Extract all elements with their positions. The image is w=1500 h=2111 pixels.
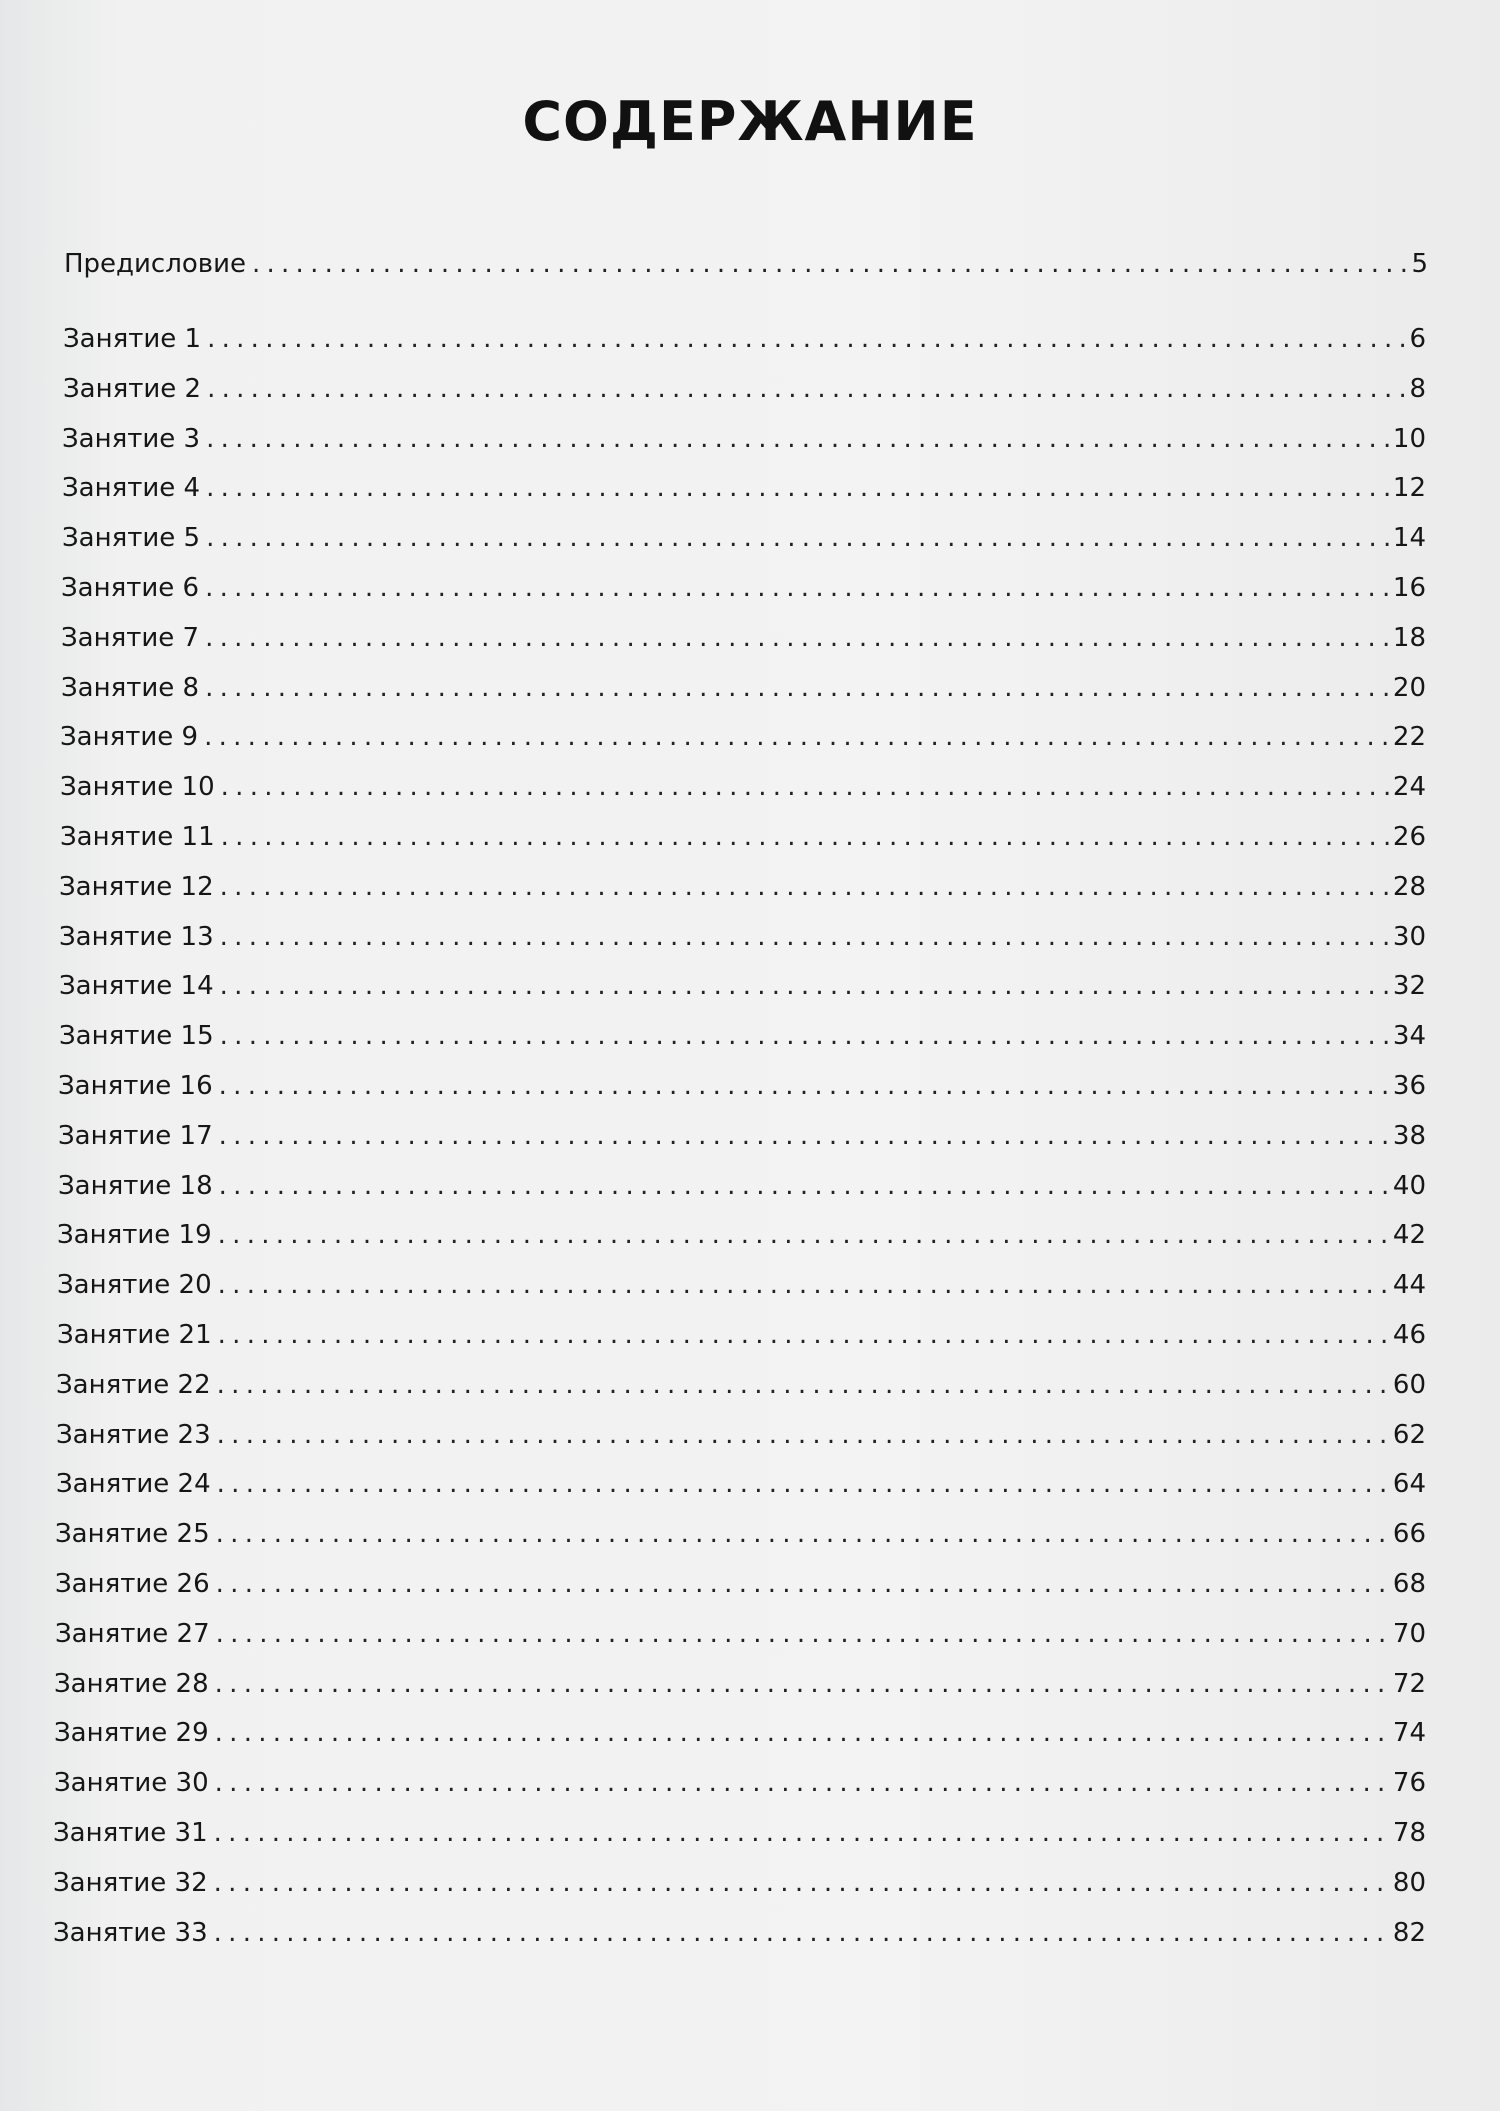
toc-entry [55, 1566, 1426, 1602]
toc-leader-dots [216, 1566, 1391, 1602]
toc-entry [55, 1616, 1426, 1652]
toc-leader-dots [206, 470, 1391, 506]
toc-entry-label: Занятие 12 [59, 872, 214, 902]
toc-leader-dots [219, 1068, 1391, 1104]
toc-entry-label: Занятие 29 [54, 1718, 209, 1748]
toc-entry-label: Занятие 32 [53, 1868, 208, 1898]
toc-leader-dots [220, 968, 1391, 1004]
toc-entry-page-number: 80 [1392, 1868, 1426, 1898]
toc-entry [60, 719, 1426, 755]
toc-entry-label: Занятие 14 [59, 971, 214, 1001]
toc-entry-page-number: 36 [1392, 1071, 1426, 1101]
toc-entry [59, 1018, 1426, 1054]
toc-entry-page-number: 32 [1392, 971, 1426, 1001]
toc-entry-label: Занятие 24 [56, 1469, 211, 1499]
toc-entry-label: Занятие 1 [63, 324, 202, 354]
toc-entry-page-number: 38 [1392, 1121, 1426, 1151]
toc-entry [54, 1666, 1426, 1702]
toc-leader-dots [221, 769, 1391, 805]
toc-entry [57, 1217, 1426, 1253]
toc-entry [64, 246, 1428, 282]
toc-leader-dots [215, 1765, 1391, 1801]
toc-entry-label: Занятие 31 [53, 1818, 208, 1848]
toc-entry [61, 570, 1426, 606]
toc-leader-dots [204, 719, 1391, 755]
toc-entry [54, 1765, 1426, 1801]
toc-entry-page-number: 46 [1392, 1320, 1426, 1350]
toc-entry-page-number: 78 [1392, 1818, 1426, 1848]
toc-entry [58, 1068, 1426, 1104]
toc-leader-dots [205, 670, 1391, 706]
toc-leader-dots [206, 520, 1391, 556]
toc-leader-dots [217, 1466, 1391, 1502]
toc-leader-dots [218, 1217, 1391, 1253]
toc-entry-page-number: 60 [1392, 1370, 1426, 1400]
toc-entry-label: Занятие 4 [62, 473, 201, 503]
toc-leader-dots [252, 246, 1409, 282]
toc-entry [63, 371, 1426, 407]
toc-leader-dots [205, 570, 1391, 606]
toc-entry [56, 1417, 1426, 1453]
toc-entry-label: Занятие 9 [60, 722, 199, 752]
toc-entry-label: Занятие 23 [56, 1420, 211, 1450]
toc-entry-label: Занятие 28 [54, 1669, 209, 1699]
toc-entry-page-number: 6 [1409, 324, 1426, 354]
toc-leader-dots [215, 1715, 1391, 1751]
toc-entry-label: Занятие 18 [58, 1171, 213, 1201]
toc-entry [53, 1865, 1426, 1901]
toc-entry-page-number: 64 [1392, 1469, 1426, 1499]
toc-entry-label: Занятие 21 [57, 1320, 212, 1350]
toc-entry-page-number: 74 [1392, 1718, 1426, 1748]
toc-entry-label: Занятие 5 [62, 523, 201, 553]
toc-entry-label: Занятие 13 [59, 922, 214, 952]
toc-leader-dots [214, 1815, 1391, 1851]
page-title: СОДЕРЖАНИЕ [522, 90, 978, 153]
toc-entry [61, 620, 1426, 656]
toc-leader-dots [214, 1915, 1391, 1951]
toc-entry-label: Занятие 26 [55, 1569, 210, 1599]
toc-entry [54, 1715, 1426, 1751]
toc-entry [53, 1915, 1426, 1951]
toc-entry [59, 919, 1426, 955]
toc-entry [58, 1118, 1426, 1154]
toc-leader-dots [220, 919, 1391, 955]
toc-entry-page-number: 40 [1392, 1171, 1426, 1201]
toc-leader-dots [216, 1516, 1391, 1552]
toc-entry-page-number: 18 [1392, 623, 1426, 653]
toc-entry-label: Занятие 22 [56, 1370, 211, 1400]
toc-entry-page-number: 14 [1392, 523, 1426, 553]
toc-entry [53, 1815, 1426, 1851]
toc-entry-label: Предисловие [64, 249, 246, 279]
toc-entry-page-number: 42 [1392, 1220, 1426, 1250]
toc-entry-page-number: 22 [1392, 722, 1426, 752]
toc-entry [63, 321, 1426, 357]
toc-entry-page-number: 5 [1411, 249, 1428, 279]
toc-entry-label: Занятие 3 [62, 424, 201, 454]
toc-leader-dots [219, 1168, 1391, 1204]
toc-entry-label: Занятие 10 [60, 772, 215, 802]
toc-entry-page-number: 28 [1392, 872, 1426, 902]
toc-entry-label: Занятие 8 [61, 673, 200, 703]
toc-entry [57, 1317, 1426, 1353]
toc-entry-page-number: 72 [1392, 1669, 1426, 1699]
toc-entry [60, 819, 1426, 855]
toc-entry-label: Занятие 33 [53, 1918, 208, 1948]
toc-entry-label: Занятие 15 [59, 1021, 214, 1051]
toc-entry-page-number: 76 [1392, 1768, 1426, 1798]
toc-leader-dots [214, 1865, 1391, 1901]
toc-entry-page-number: 30 [1392, 922, 1426, 952]
toc-entry-label: Занятие 25 [55, 1519, 210, 1549]
toc-leader-dots [220, 869, 1391, 905]
toc-entry [57, 1267, 1426, 1303]
toc-entry-label: Занятие 27 [55, 1619, 210, 1649]
toc-leader-dots [218, 1317, 1391, 1353]
toc-entry-page-number: 44 [1392, 1270, 1426, 1300]
toc-leader-dots [207, 371, 1407, 407]
toc-leader-dots [217, 1367, 1391, 1403]
toc-leader-dots [218, 1267, 1391, 1303]
toc-entry-label: Занятие 30 [54, 1768, 209, 1798]
toc-entry [62, 421, 1426, 457]
toc-entry-page-number: 62 [1392, 1420, 1426, 1450]
toc-entry [56, 1466, 1426, 1502]
toc-entry [55, 1516, 1426, 1552]
toc-entry [62, 470, 1426, 506]
toc-entry-page-number: 20 [1392, 673, 1426, 703]
toc-entry-page-number: 68 [1392, 1569, 1426, 1599]
toc-leader-dots [216, 1616, 1391, 1652]
toc-leader-dots [219, 1118, 1391, 1154]
toc-leader-dots [217, 1417, 1391, 1453]
toc-entry-page-number: 12 [1392, 473, 1426, 503]
toc-entry-page-number: 82 [1392, 1918, 1426, 1948]
toc-entry-page-number: 24 [1392, 772, 1426, 802]
toc-entry-label: Занятие 11 [60, 822, 215, 852]
toc-entry [59, 968, 1426, 1004]
toc-leader-dots [205, 620, 1391, 656]
toc-entry [62, 520, 1426, 556]
toc-entry-page-number: 26 [1392, 822, 1426, 852]
toc-entry [56, 1367, 1426, 1403]
toc-entry-page-number: 16 [1392, 573, 1426, 603]
toc-leader-dots [220, 1018, 1391, 1054]
toc-leader-dots [207, 321, 1407, 357]
toc-entry-label: Занятие 2 [63, 374, 202, 404]
toc-entry [60, 769, 1426, 805]
toc-entry-page-number: 70 [1392, 1619, 1426, 1649]
toc-entry-label: Занятие 17 [58, 1121, 213, 1151]
toc-entry [59, 869, 1426, 905]
toc-entry-label: Занятие 20 [57, 1270, 212, 1300]
toc-leader-dots [221, 819, 1391, 855]
toc-entry-label: Занятие 19 [57, 1220, 212, 1250]
toc-entry-page-number: 66 [1392, 1519, 1426, 1549]
toc-leader-dots [215, 1666, 1391, 1702]
toc-entry [58, 1168, 1426, 1204]
toc-leader-dots [206, 421, 1391, 457]
toc-entry-page-number: 8 [1409, 374, 1426, 404]
toc-entry [61, 670, 1426, 706]
toc-entry-page-number: 10 [1392, 424, 1426, 454]
toc-entry-label: Занятие 6 [61, 573, 200, 603]
toc-entry-label: Занятие 7 [61, 623, 200, 653]
toc-entry-label: Занятие 16 [58, 1071, 213, 1101]
toc-entry-page-number: 34 [1392, 1021, 1426, 1051]
